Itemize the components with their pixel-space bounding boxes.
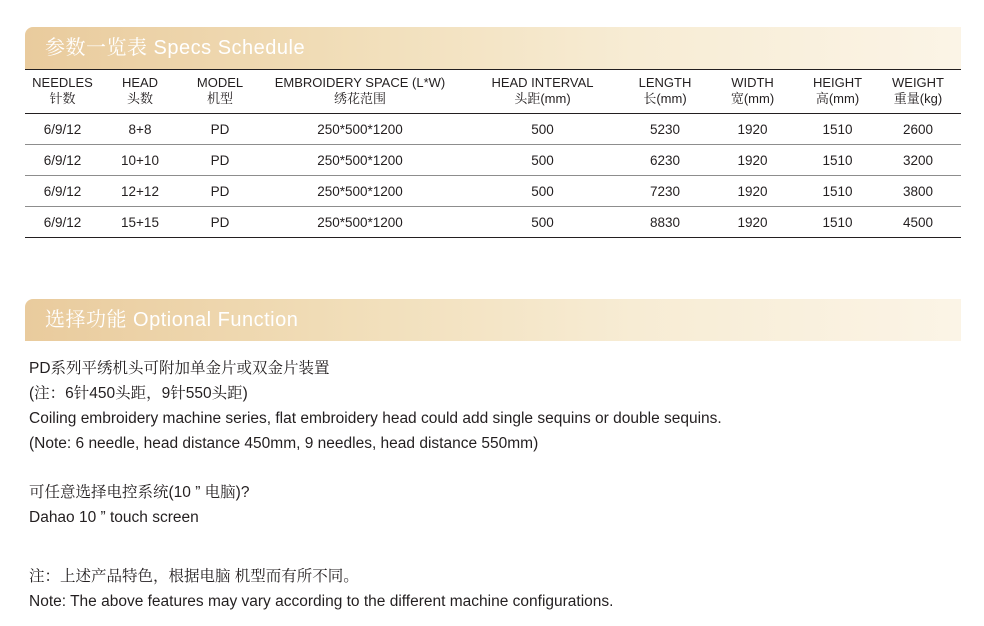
cell-needles: 6/9/12: [25, 176, 100, 207]
cell-weight: 2600: [875, 114, 961, 145]
table-header-row: [25, 69, 961, 114]
cell-head-interval: 500: [460, 207, 625, 238]
column-header-head: HEAD 头数: [100, 69, 180, 114]
column-header-embroidery-space: EMBROIDERY SPACE (L*W) 绣花范围: [260, 69, 460, 114]
cell-needles: 6/9/12: [25, 145, 100, 176]
table-row: [25, 207, 961, 238]
cell-head-interval: 500: [460, 145, 625, 176]
cell-head: 15+15: [100, 207, 180, 238]
control-system-description: [29, 480, 249, 530]
optional-line-cn: PD系列平绣机头可附加单金片或双金片装置: [29, 360, 330, 377]
column-header-length: LENGTH 长(mm): [625, 69, 705, 114]
cell-needles: 6/9/12: [25, 207, 100, 238]
cell-height: 1510: [800, 114, 875, 145]
cell-length: 5230: [625, 114, 705, 145]
cell-weight: 3200: [875, 145, 961, 176]
column-header-model: MODEL 机型: [180, 69, 260, 114]
column-header-needles: NEEDLES 针数: [25, 69, 100, 114]
optional-function-description: [29, 356, 722, 456]
table-row: [25, 145, 961, 176]
specs-schedule-title: 参数一览表 Specs Schedule: [45, 37, 306, 59]
cell-width: 1920: [705, 176, 800, 207]
cell-weight: 4500: [875, 207, 961, 238]
cell-needles: 6/9/12: [25, 114, 100, 145]
cell-head: 8+8: [100, 114, 180, 145]
cell-head: 12+12: [100, 176, 180, 207]
note-cn: 注：上述产品特色，根据电脑 机型而有所不同。: [29, 568, 359, 585]
cell-head: 10+10: [100, 145, 180, 176]
cell-length: 8830: [625, 207, 705, 238]
column-header-weight: WEIGHT 重量(kg): [875, 69, 961, 114]
cell-embroidery-space: 250*500*1200: [260, 114, 460, 145]
cell-width: 1920: [705, 207, 800, 238]
specs-schedule-banner: [25, 27, 961, 69]
cell-model: PD: [180, 145, 260, 176]
optional-function-title: 选择功能 Optional Function: [45, 309, 299, 331]
cell-embroidery-space: 250*500*1200: [260, 145, 460, 176]
column-header-height: HEIGHT 高(mm): [800, 69, 875, 114]
cell-embroidery-space: 250*500*1200: [260, 207, 460, 238]
control-system-cn: 可任意选择电控系统(10 ” 电脑)?: [29, 484, 250, 501]
configuration-note: [29, 564, 613, 614]
cell-height: 1510: [800, 176, 875, 207]
optional-note-en: (Note: 6 needle, head distance 450mm, 9 needles, head distance 550mm): [29, 435, 539, 452]
cell-height: 1510: [800, 207, 875, 238]
cell-weight: 3800: [875, 176, 961, 207]
table-row: [25, 176, 961, 207]
column-header-width: WIDTH 宽(mm): [705, 69, 800, 114]
optional-line-en: Coiling embroidery machine series, flat embroidery head could add single sequins or double sequins.: [29, 410, 722, 427]
control-system-en: Dahao 10 ” touch screen: [29, 509, 199, 526]
cell-embroidery-space: 250*500*1200: [260, 176, 460, 207]
cell-height: 1510: [800, 145, 875, 176]
cell-length: 7230: [625, 176, 705, 207]
optional-function-banner: [25, 299, 961, 341]
column-header-head-interval: HEAD INTERVAL 头距(mm): [460, 69, 625, 114]
cell-model: PD: [180, 207, 260, 238]
optional-note-cn: (注：6针450头距，9针550头距): [29, 385, 248, 402]
cell-length: 6230: [625, 145, 705, 176]
cell-width: 1920: [705, 145, 800, 176]
cell-head-interval: 500: [460, 114, 625, 145]
specs-table: [25, 69, 961, 238]
table-row: [25, 114, 961, 145]
cell-model: PD: [180, 176, 260, 207]
note-en: Note: The above features may vary according to the different machine configurations.: [29, 593, 614, 610]
cell-model: PD: [180, 114, 260, 145]
cell-width: 1920: [705, 114, 800, 145]
cell-head-interval: 500: [460, 176, 625, 207]
